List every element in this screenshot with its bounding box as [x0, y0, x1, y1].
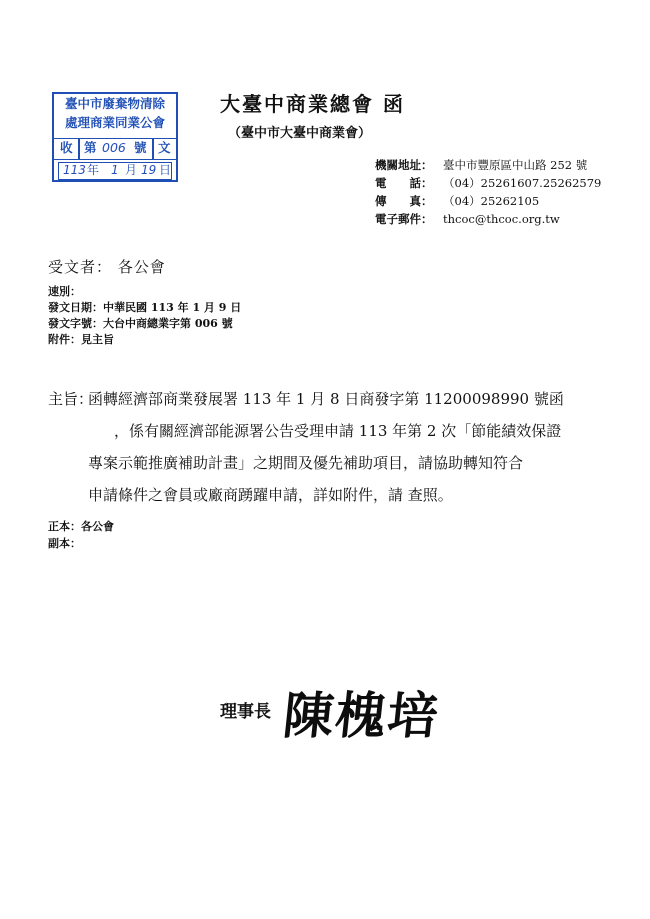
signature-name: 陳槐培	[280, 686, 443, 745]
contact-value: 臺中市豐原區中山路 252 號	[443, 158, 588, 172]
stamp-number-suffix: 號	[134, 140, 147, 155]
subject-line: ，係有關經濟部能源署公告受理申請 113 年第 2 次「節能績效保證	[114, 422, 562, 440]
contact-value: （04）25261607.25262579	[443, 176, 602, 190]
stamp-receive-char: 收	[60, 140, 73, 155]
stamp-number-prefix: 第	[84, 140, 97, 155]
stamp-doc-char: 文	[158, 140, 171, 155]
stamp-date-day: 19	[141, 163, 157, 177]
original-recipients: 正本：各公會	[48, 520, 114, 533]
contact-email	[375, 211, 560, 227]
subject-line: 專案示範推廣補助計畫」之期間及優先補助項目，請協助轉知符合	[88, 454, 524, 472]
contact-label: 機關地址：	[375, 158, 433, 172]
document-title: 大臺中商業總會 函	[220, 92, 405, 116]
stamp-month-char: 月	[125, 163, 138, 177]
stamp-date-year: 113	[63, 163, 86, 177]
received-stamp	[52, 92, 178, 182]
meta-document-number: 發文字號：大台中商總業字第 006 號	[48, 317, 233, 330]
stamp-org-line1: 臺中市廢棄物清除	[64, 96, 165, 111]
stamp-date-month: 1	[111, 163, 119, 177]
stamp-org-line2: 處理商業同業公會	[64, 115, 165, 130]
contact-phone	[375, 175, 601, 191]
contact-value: thcoc@thcoc.org.tw	[443, 212, 560, 226]
signature-title: 理事長	[220, 702, 271, 722]
stamp-year-char: 年	[87, 163, 100, 177]
stamp-number-row	[54, 138, 176, 160]
meta-attachment: 附件：見主旨	[48, 333, 114, 346]
stamp-date-row	[58, 162, 172, 180]
meta-issue-date: 發文日期：中華民國 113 年 1 月 9 日	[48, 301, 242, 314]
recipient: 受文者： 各公會	[48, 258, 166, 276]
contact-label: 電子郵件：	[375, 212, 433, 226]
contact-fax	[375, 193, 539, 209]
contact-label: 傳 真：	[375, 194, 433, 208]
subject-line: 函轉經濟部商業發展署 113 年 1 月 8 日商發字第 11200098990 號函	[88, 390, 564, 408]
document-subtitle: （臺中市大臺中商業會）	[228, 126, 372, 141]
stamp-number: 006	[102, 140, 126, 155]
contact-value: （04）25262105	[443, 194, 540, 208]
subject-label: 主旨：	[48, 390, 94, 408]
contact-address	[375, 157, 587, 173]
subject-line: 申請條件之會員或廠商踴躍申請，詳如附件，請 查照。	[88, 486, 453, 504]
stamp-day-char: 日	[159, 163, 172, 177]
subject-body	[88, 383, 608, 511]
contact-label: 電 話：	[375, 176, 433, 190]
meta-priority: 速別：	[48, 285, 81, 298]
copy-recipients: 副本：	[48, 537, 81, 550]
